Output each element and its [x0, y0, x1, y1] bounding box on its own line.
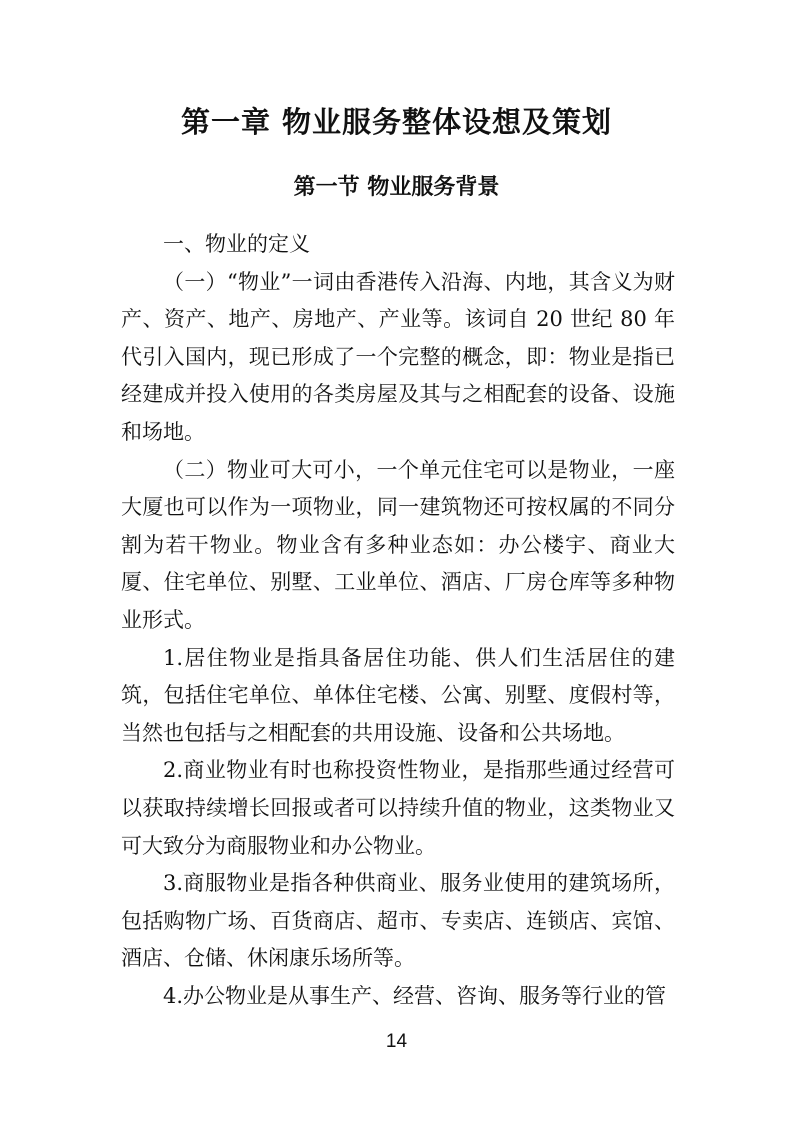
page-number: 14 — [385, 1031, 408, 1052]
subsection-heading: 一、物业的定义 — [163, 232, 310, 256]
paragraph: 2.商业物业有时也称投资性物业，是指那些通过经营可以获取持续增长回报或者可以持续升值的物业，这类物业又可大致分为商服物业和办公物业。 — [121, 758, 675, 858]
body-text — [121, 226, 675, 1015]
paragraph: 1.居住物业是指具备居住功能、供人们生活居住的建筑，包括住宅单位、单体住宅楼、公寓、别墅、度假村等，当然也包括与之相配套的共用设施、设备和公共场地。 — [121, 645, 675, 745]
paragraph: 4.办公物业是从事生产、经营、咨询、服务等行业的管 — [163, 983, 667, 1008]
paragraph: 3.商服物业是指各种供商业、服务业使用的建筑场所，包括购物广场、百货商店、超市、专卖店、连锁店、宾馆、酒店、仓储、休闲康乐场所等。 — [121, 871, 675, 971]
section-title: 第一节 物业服务背景 — [293, 175, 500, 200]
paragraph: （一）“物业”一词由香港传入沿海、内地，其含义为财产、资产、地产、房地产、产业等。该词自 20 世纪 80 年代引入国内，现已形成了一个完整的概念，即：物业是指已经建成并投入使用的各类房屋及其与之相配套的设备、设施和场地。 — [121, 269, 675, 444]
chapter-title: 第一章 物业服务整体设想及策划 — [180, 105, 613, 139]
paragraph: （二）物业可大可小，一个单元住宅可以是物业，一座大厦也可以作为一项物业，同一建筑物还可按权属的不同分割为若干物业。物业含有多种业态如：办公楼宇、商业大厦、住宅单位、别墅、工业单位、酒店、厂房仓库等多种物业形式。 — [121, 457, 675, 632]
